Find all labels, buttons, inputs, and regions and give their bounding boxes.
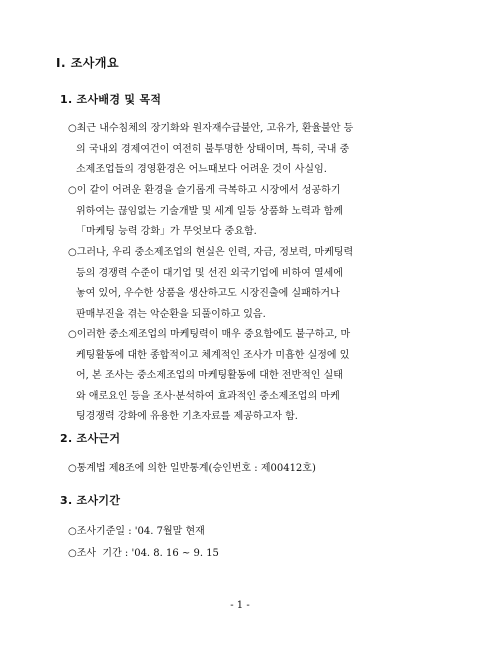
bullet-icon: ○ bbox=[68, 247, 77, 258]
paragraph-line: 의 국내외 경제여건이 여전히 불투명한 상태이며, 특히, 국내 중 bbox=[76, 143, 350, 155]
paragraph-line: 위하여는 끊임없는 기술개발 및 세계 일등 상품화 노력과 함께 bbox=[76, 205, 343, 217]
section-heading-period: 3. 조사기간 bbox=[60, 494, 121, 507]
survey-period-item: ○조사 기간 : '04. 8. 16 ~ 9. 15 bbox=[68, 548, 219, 559]
paragraph-line: 「마케팅 능력 강화」가 무엇보다 중요함. bbox=[76, 226, 257, 237]
paragraph-2 bbox=[68, 181, 440, 243]
paragraph-4 bbox=[68, 325, 440, 428]
paragraph-1 bbox=[68, 119, 440, 181]
paragraph-line: ○그러나, 우리 중소제조업의 현실은 인력, 자금, 정보력, 마케팅력 bbox=[68, 247, 354, 258]
paragraph-line: 판매부진을 겪는 악순환을 되풀이하고 있음. bbox=[76, 308, 266, 320]
paragraph-line: ○이러한 중소제조업의 마케팅력이 매우 중요함에도 불구하고, 마 bbox=[68, 329, 351, 340]
bullet-icon: ○ bbox=[68, 548, 77, 559]
document-title: I. 조사개요 bbox=[56, 56, 120, 70]
paragraph-3 bbox=[68, 243, 440, 325]
section-heading-background: 1. 조사배경 및 목적 bbox=[60, 93, 162, 106]
section-heading-basis: 2. 조사근거 bbox=[60, 432, 121, 445]
bullet-icon: ○ bbox=[68, 185, 77, 196]
bullet-icon: ○ bbox=[68, 526, 77, 537]
reference-date-item: ○조사기준일 : '04. 7월말 현재 bbox=[68, 526, 205, 537]
paragraph-line: ○이 같이 어려운 환경을 슬기롭게 극복하고 시장에서 성공하기 bbox=[68, 185, 341, 196]
paragraph-line: 놓여 있어, 우수한 상품을 생산하고도 시장진출에 실패하거나 bbox=[76, 288, 340, 299]
page-number: - 1 - bbox=[230, 600, 250, 611]
paragraph-line: 와 애로요인 등을 조사·분석하여 효과적인 중소제조업의 마케 bbox=[76, 390, 340, 402]
paragraph-line: 케팅활동에 대한 종합적이고 체계적인 조사가 미흡한 실정에 있 bbox=[76, 349, 350, 361]
paragraph-line: ○최근 내수침체의 장기화와 원자재수급불안, 고유가, 환율불안 등 bbox=[68, 123, 354, 134]
paragraph-line: 어, 본 조사는 중소제조업의 마케팅활동에 대한 전반적인 실태 bbox=[76, 370, 343, 381]
bullet-icon: ○ bbox=[68, 463, 77, 474]
paragraph-line: 소제조업들의 경영환경은 어느때보다 어려운 것이 사실임. bbox=[76, 164, 327, 175]
basis-item: ○통계법 제8조에 의한 일반통계(승인번호 : 제00412호) bbox=[68, 463, 316, 474]
bullet-icon: ○ bbox=[68, 123, 77, 134]
paragraph-line: 팅경쟁력 강화에 유용한 기초자료를 제공하고자 함. bbox=[76, 411, 298, 422]
bullet-icon: ○ bbox=[68, 329, 77, 340]
paragraph-line: 등의 경쟁력 수준이 대기업 및 선진 외국기업에 비하여 열세에 bbox=[76, 267, 343, 279]
